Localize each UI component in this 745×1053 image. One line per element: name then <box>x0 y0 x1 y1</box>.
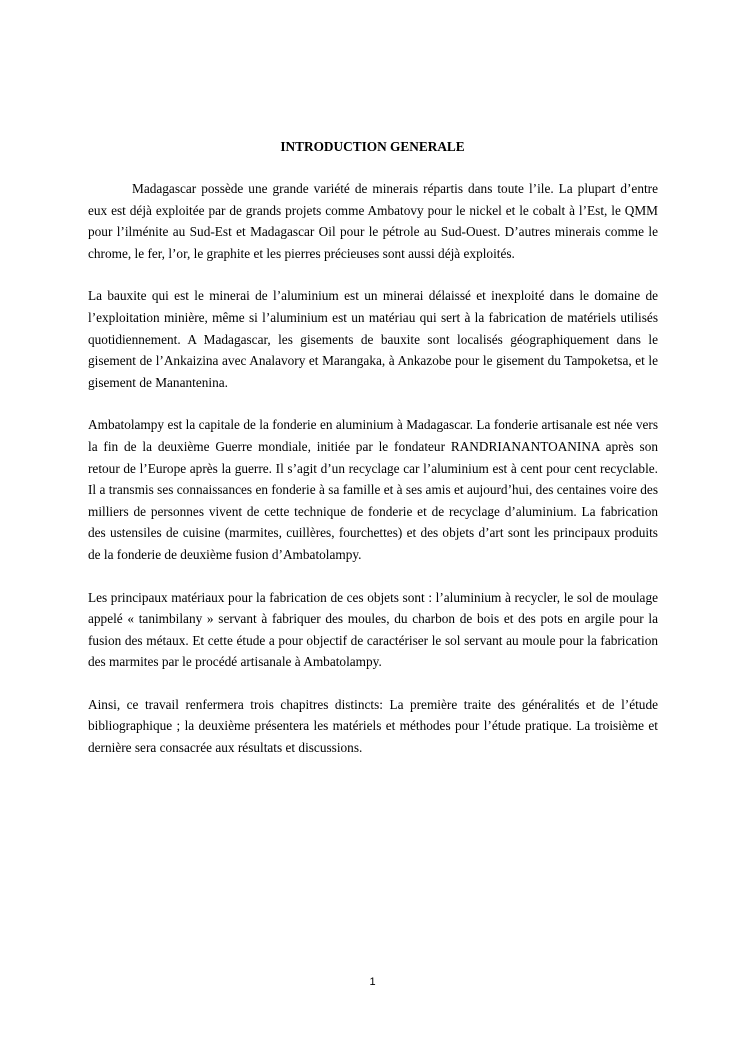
paragraph-2: La bauxite qui est le minerai de l’aluminium est un minerai délaissé et inexploité dans le domaine de l’exploitation minière, même si l’aluminium est un matériau qui sert à la fabrication de matériels utilisés quotidiennement. A Madagascar, les gisements de bauxite sont localisés géographiquement dans le gisement de l’Ankaizina avec Analavory et Marangaka, à Ankazobe pour le gisement du Tampoketsa, et le gisement de Manantenina. <box>88 288 658 390</box>
paragraph-5: Ainsi, ce travail renfermera trois chapitres distincts: La première traite des généralités et de l’étude bibliographique ; la deuxième présentera les matériels et méthodes pour l’étude pratique. La troisième et dernière sera consacrée aux résultats et discussions. <box>88 696 658 756</box>
page-number: 1 <box>369 976 376 988</box>
page-title: INTRODUCTION GENERALE <box>280 139 465 154</box>
paragraph-1: Madagascar possède une grande variété de minerais répartis dans toute l’ile. La plupart d’entre eux est déjà exploitée par de grands projets comme Ambatovy pour le nickel et le cobalt à l’Est, le QMM pour l’ilménite au Sud-Est et Madagascar Oil pour le pétrole au Sud-Ouest. D’autres minerais comme le chrome, le fer, l’or, le graphite et les pierres précieuses sont aussi déjà exploités. <box>88 181 658 261</box>
paragraph-3: Ambatolampy est la capitale de la fonderie en aluminium à Madagascar. La fonderie artisanale est née vers la fin de la deuxième Guerre mondiale, initiée par le fondateur RANDRIANANTOANINA après son retour de l’Europe après la guerre. Il s’agit d’un recyclage car l’aluminium est à cent pour cent recyclable. Il a transmis ses connaissances en fonderie à sa famille et à ses amis et aujourd’hui, des centaines voire des milliers de personnes vivent de cette technique de fonderie et de recyclage d’aluminium. La fabrication des ustensiles de cuisine (marmites, cuillères, fourchettes) et des objets d’art sont les principaux produits de la fonderie de deuxième fusion d’Ambatolampy. <box>88 417 658 562</box>
paragraph-4: Les principaux matériaux pour la fabrication de ces objets sont : l’aluminium à recycler, le sol de moulage appelé « tanimbilany » servant à fabriquer des moules, du charbon de bois et des pots en argile pour la fusion des métaux. Et cette étude a pour objectif de caractériser le sol servant au moule pour la fabrication des marmites par le procédé artisanale à Ambatolampy. <box>88 589 658 670</box>
body-text <box>88 178 658 780</box>
